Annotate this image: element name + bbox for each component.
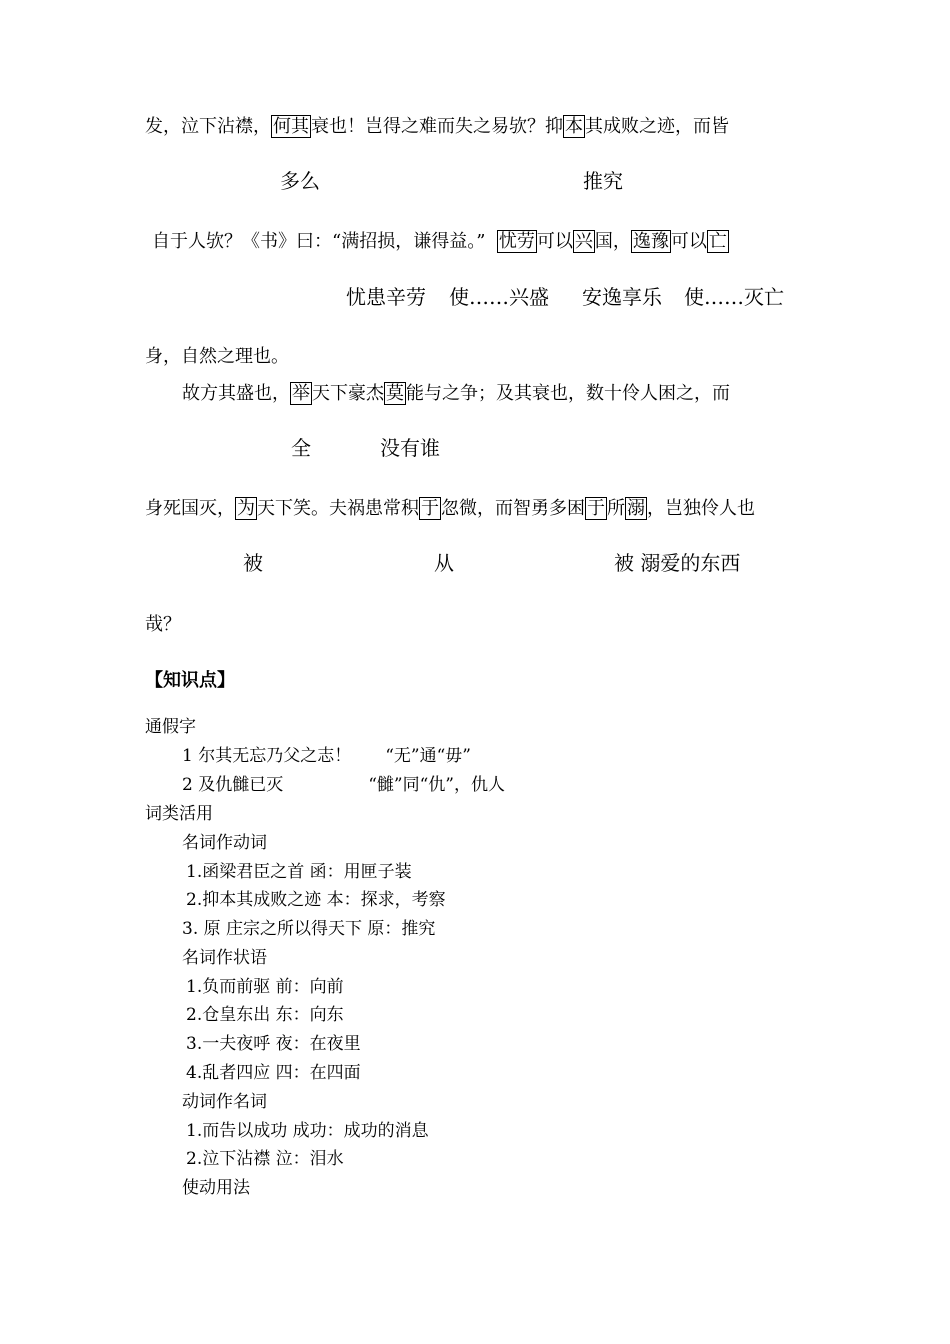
annotated-word: 忧劳 [498, 231, 535, 252]
list-item: 2 及仇雠已灭 “雠”同“仇”，仇人 [182, 775, 505, 795]
gloss: 从 [434, 551, 454, 575]
gloss: 忧患辛劳 [346, 285, 426, 309]
list-item: 2.泣下沾襟 泣：泪水 [186, 1149, 344, 1169]
section-heading: 【知识点】 [145, 670, 235, 691]
list-item: 1.负而前驱 前：向前 [186, 977, 344, 997]
gloss: 被 [243, 551, 263, 575]
subcategory-heading: 使动用法 [182, 1178, 250, 1198]
list-item: 1.而告以成功 成功：成功的消息 [186, 1121, 429, 1141]
gloss: 被 溺爱的东西 [614, 551, 741, 575]
annotated-word: 兴 [574, 231, 593, 252]
passage-line-2: 自于人欤？《书》曰：“满招损，谦得益。” 忧劳 可以 兴 国， 逸豫 可以 亡 [152, 231, 727, 252]
list-item: 3.一夫夜呼 夜：在夜里 [186, 1034, 361, 1054]
list-item: 1.函梁君臣之首 函：用匣子装 [186, 862, 412, 882]
annotated-word: 为 [237, 498, 255, 519]
annotated-word: 逸豫 [632, 231, 669, 252]
annotated-word: 举 [292, 383, 310, 404]
gloss: 没有谁 [380, 436, 440, 460]
list-item: 1 尔其无忘乃父之志！ “无”通“毋” [182, 746, 471, 766]
gloss: 多么 [280, 169, 320, 193]
list-item: 3. 原 庄宗之所以得天下 原：推究 [182, 919, 436, 939]
gloss: 安逸享乐 [582, 285, 662, 309]
subcategory-heading: 动词作名词 [182, 1092, 267, 1112]
gloss: 使……灭亡 [684, 285, 784, 309]
subcategory-heading: 名词作状语 [182, 948, 267, 968]
gloss: 全 [291, 436, 311, 460]
passage-line-4: 故方其盛也， 举 天下豪杰 莫 能与之争；及其衰也，数十伶人困之，而 [182, 383, 730, 404]
annotated-word: 于 [587, 498, 605, 519]
annotated-word: 莫 [386, 383, 404, 404]
annotated-word: 于 [421, 498, 439, 519]
category-heading: 词类活用 [145, 804, 213, 824]
annotated-word: 溺 [627, 498, 645, 519]
passage-line-5: 身死国灭， 为 天下笑。夫祸患常积 于 忽微，而智勇多困 于 所 溺 ，岂独伶人也 [145, 498, 755, 519]
annotated-word: 亡 [708, 231, 727, 252]
list-item: 2.仓皇东出 东：向东 [186, 1005, 344, 1025]
passage-line-1: 发，泣下沾襟， 何其 衰也！岂得之难而失之易欤？抑 本 其成败之迹，而皆 [145, 116, 729, 137]
passage-line-3: 身，自然之理也。 [145, 346, 289, 367]
passage-line-6: 哉？ [145, 614, 181, 635]
category-heading: 通假字 [145, 717, 196, 737]
gloss: 推究 [583, 169, 623, 193]
gloss: 使……兴盛 [449, 285, 549, 309]
subcategory-heading: 名词作动词 [182, 833, 267, 853]
annotated-word: 本 [565, 116, 583, 137]
list-item: 2.抑本其成败之迹 本：探求，考察 [186, 890, 446, 910]
list-item: 4.乱者四应 四：在四面 [186, 1063, 361, 1083]
annotated-word: 何其 [273, 116, 309, 137]
